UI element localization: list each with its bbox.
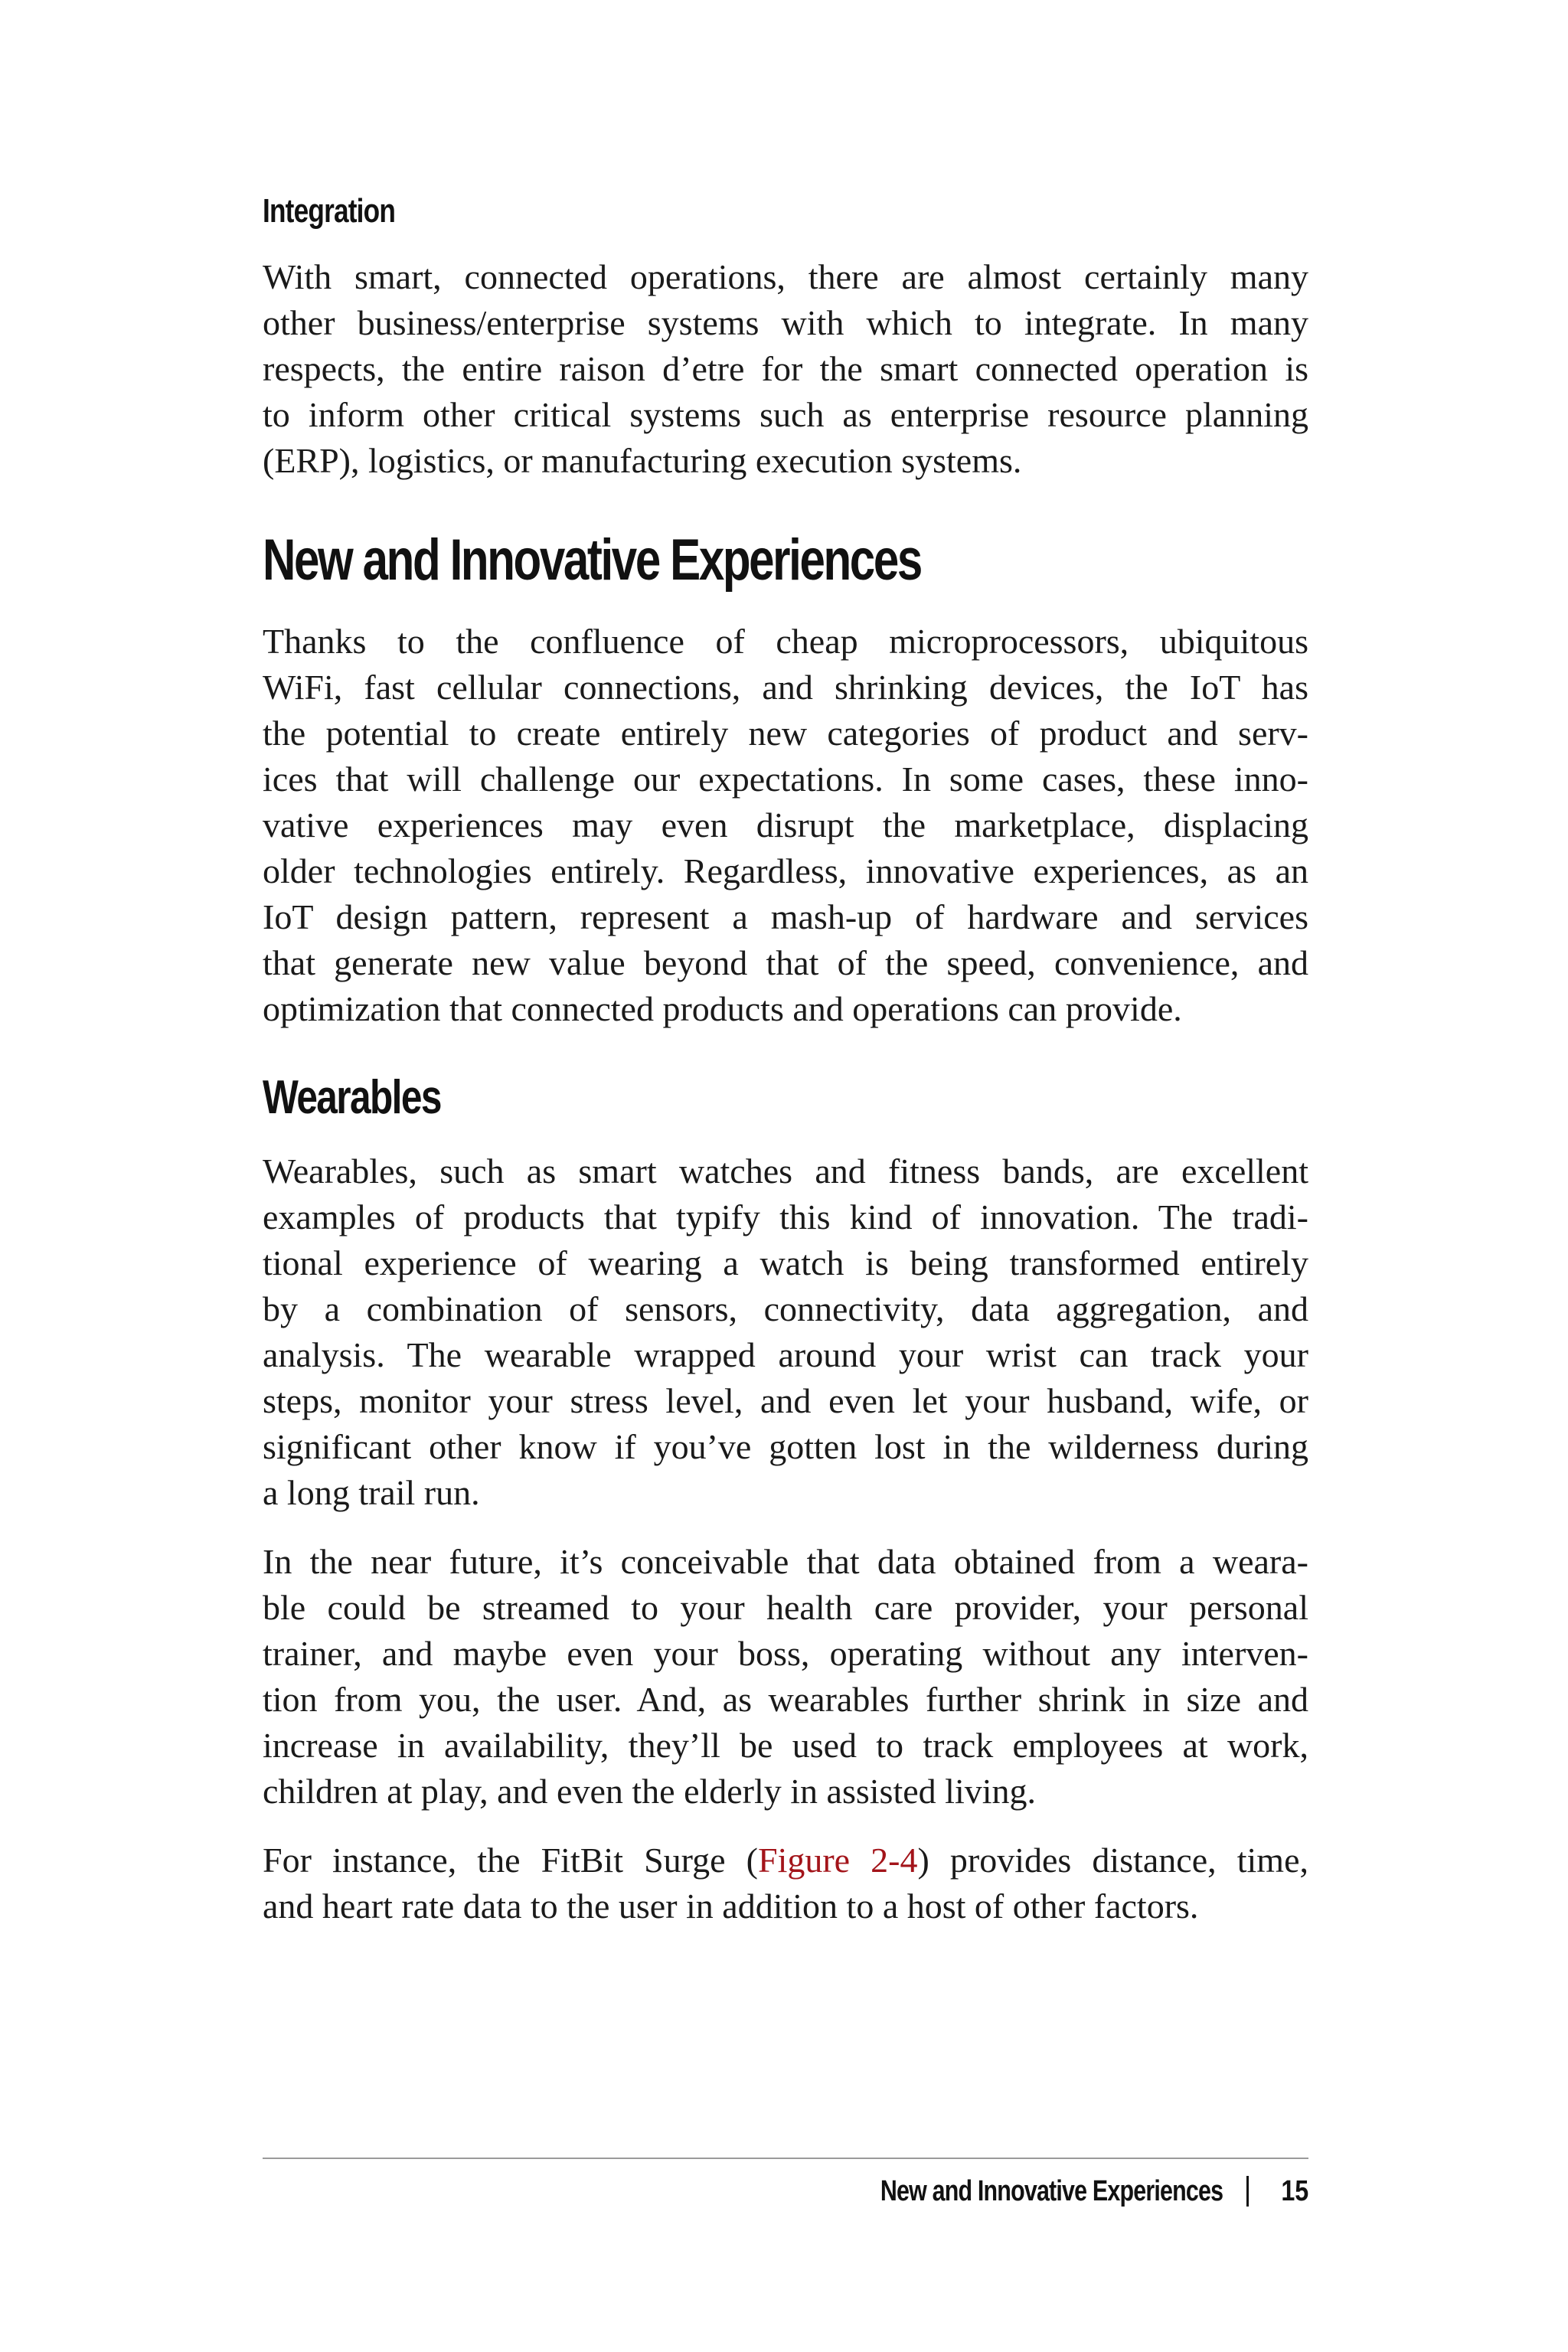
text-line: examples of products that typify this kind of innovation. The tradi- bbox=[263, 1197, 1308, 1236]
text-line: respects, the entire raison d’etre for the smart connected operation is bbox=[263, 349, 1308, 388]
wearables-heading: Wearables bbox=[263, 1071, 441, 1124]
footer-divider bbox=[263, 2158, 1308, 2159]
text-line: Thanks to the confluence of cheap microprocessors, ubiquitous bbox=[263, 622, 1308, 661]
wearables-paragraph-3 bbox=[263, 1838, 1308, 1929]
text-line: tional experience of wearing a watch is being transformed entirely bbox=[263, 1243, 1308, 1282]
text-line: trainer, and maybe even your boss, operating without any interven- bbox=[263, 1634, 1308, 1673]
text-line: In the near future, it’s conceivable that data obtained from a weara- bbox=[263, 1542, 1308, 1581]
text-line: ble could be streamed to your health care provider, your personal bbox=[263, 1588, 1308, 1627]
integration-paragraph bbox=[263, 254, 1308, 484]
text-line: a long trail run. bbox=[263, 1473, 480, 1512]
text-line: by a combination of sensors, connectivity, data aggregation, and bbox=[263, 1289, 1308, 1328]
text-line: Wearables, such as smart watches and fitness bands, are excellent bbox=[263, 1152, 1308, 1191]
text-run: ) provides distance, time, bbox=[917, 1841, 1308, 1880]
figure-2-4-link[interactable]: Figure 2-4 bbox=[757, 1841, 918, 1880]
text-line: analysis. The wearable wrapped around your wrist can track your bbox=[263, 1335, 1308, 1374]
text-line: IoT design pattern, represent a mash-up of hardware and services bbox=[263, 897, 1308, 936]
text-line: children at play, and even the elderly in assisted living. bbox=[263, 1772, 1037, 1811]
page-number: 15 bbox=[1281, 2174, 1308, 2207]
running-title: New and Innovative Experiences bbox=[880, 2174, 1223, 2207]
text-line: to inform other critical systems such as enterprise resource planning bbox=[263, 395, 1308, 434]
text-line: the potential to create entirely new categories of product and serv- bbox=[263, 714, 1308, 753]
text-line: that generate new value beyond that of the speed, convenience, and bbox=[263, 943, 1308, 982]
integration-heading: Integration bbox=[263, 192, 396, 230]
text-line: older technologies entirely. Regardless, innovative experiences, as an bbox=[263, 851, 1308, 890]
wearables-paragraph-2 bbox=[263, 1539, 1308, 1815]
text-line: optimization that connected products and operations can provide. bbox=[263, 989, 1182, 1028]
text-line: tion from you, the user. And, as wearables further shrink in size and bbox=[263, 1680, 1308, 1719]
wearables-paragraph-1 bbox=[263, 1148, 1308, 1516]
text-line: ices that will challenge our expectations. In some cases, these inno- bbox=[263, 760, 1308, 799]
text-line: other business/enterprise systems with which to integrate. In many bbox=[263, 303, 1308, 342]
text-line: steps, monitor your stress level, and even let your husband, wife, or bbox=[263, 1381, 1308, 1420]
footer-separator bbox=[1246, 2176, 1249, 2207]
experiences-paragraph bbox=[263, 619, 1308, 1032]
text-run: For instance, the FitBit Surge ( bbox=[263, 1841, 758, 1880]
text-line: significant other know if you’ve gotten lost in the wilderness during bbox=[263, 1427, 1308, 1466]
experiences-heading: New and Innovative Experiences bbox=[263, 528, 921, 593]
book-page bbox=[263, 0, 1308, 2352]
text-line: (ERP), logistics, or manufacturing execution systems. bbox=[263, 441, 1022, 480]
text-line bbox=[263, 1838, 1308, 1883]
text-line: With smart, connected operations, there are almost certainly many bbox=[263, 257, 1308, 296]
page-footer bbox=[795, 2170, 1308, 2213]
text-line: and heart rate data to the user in addition to a host of other factors. bbox=[263, 1886, 1199, 1926]
text-line: WiFi, fast cellular connections, and shrinking devices, the IoT has bbox=[263, 668, 1308, 707]
text-line: vative experiences may even disrupt the marketplace, displacing bbox=[263, 805, 1308, 844]
text-line: increase in availability, they’ll be used to track employees at work, bbox=[263, 1726, 1308, 1765]
